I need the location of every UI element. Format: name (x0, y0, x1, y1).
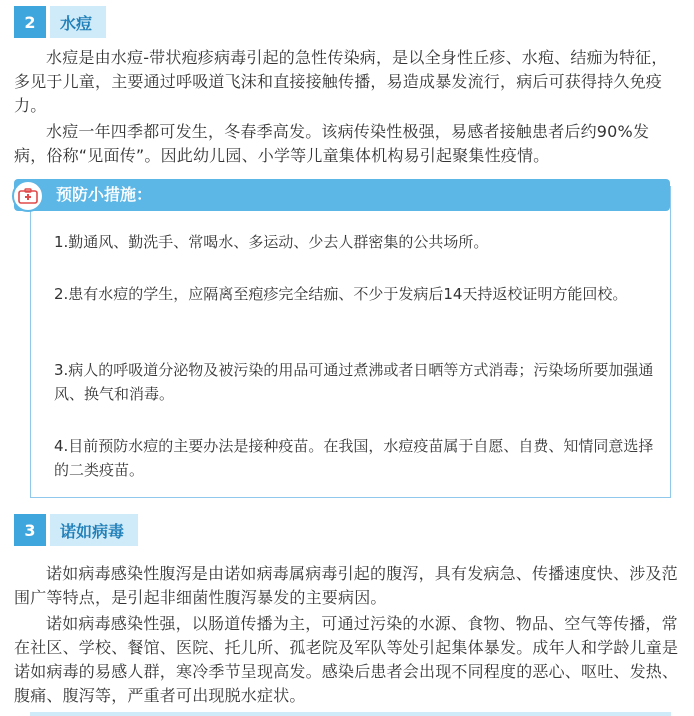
prevention-label: 预防小措施： (56, 185, 153, 204)
medical-kit-icon (12, 180, 44, 212)
prevention-item-1: 1.勤通风、勤洗手、常喝水、多运动、少去人群密集的公共场所。 (54, 233, 489, 251)
prevention-item-2: 2.患有水痘的学生，应隔离至疱疹完全结痂、不少于发病后14天持返校证明方能回校。 (54, 285, 628, 303)
next-box-edge (30, 712, 671, 716)
paragraph-chickenpox-intro: 水痘是由水痘-带状疱疹病毒引起的急性传染病，是以全身性丘疹、水疱、结痂为特征，多见于儿童，主要通过呼吸道飞沫和直接接触传播，易造成暴发流行，病后可获得持久免疫力。 (14, 48, 668, 115)
section-header-chickenpox (14, 6, 106, 38)
section-number: 2 (14, 6, 46, 38)
section-title: 诺如病毒 (50, 514, 138, 546)
paragraph-chickenpox-season: 水痘一年四季都可发生，冬春季高发。该病传染性极强，易感者接触患者后约90%发病，俗称“见面传”。因此幼儿园、小学等儿童集体机构易引起聚集性疫情。 (14, 122, 650, 165)
prevention-item-4: 4.目前预防水痘的主要办法是接种疫苗。在我国，水痘疫苗属于自愿、自费、知情同意选择的二类疫苗。 (54, 437, 654, 479)
section-number: 3 (14, 514, 46, 546)
section-header-norovirus (14, 514, 138, 546)
paragraph-norovirus-intro: 诺如病毒感染性腹泻是由诺如病毒属病毒引起的腹泻，具有发病急、传播速度快、涉及范围广等特点，是引起非细菌性腹泻暴发的主要病因。 (14, 564, 678, 607)
prevention-item-3: 3.病人的呼吸道分泌物及被污染的用品可通过煮沸或者日晒等方式消毒；污染场所要加强通风、换气和消毒。 (54, 361, 654, 403)
section-title: 水痘 (50, 6, 106, 38)
paragraph-norovirus-transmission: 诺如病毒感染性强，以肠道传播为主，可通过污染的水源、食物、物品、空气等传播，常在社区、学校、餐馆、医院、托儿所、孤老院及军队等处引起集体暴发。成年人和学龄儿童是诺如病毒的易感人群，寒冷季节呈现高发。感染后患者会出现不同程度的恶心、呕吐、发热、腹痛、腹泻等，严重者可出现脱水症状。 (14, 614, 679, 705)
